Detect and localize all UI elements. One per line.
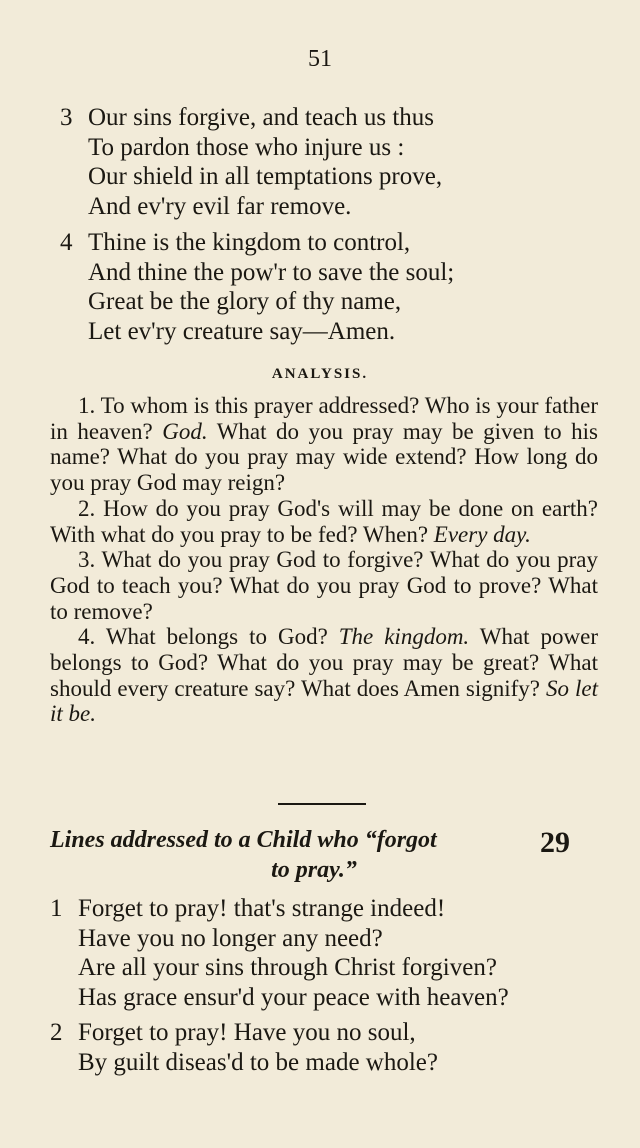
stanza-4 [60,228,620,346]
hymn-title [50,825,598,885]
verse-line: And thine the pow'r to save the soul; [88,258,455,286]
question-text: What do you pray God to forgive? What do you pray God to teach you? What do you pray God to prove? What to remove? [50,547,598,624]
question-text: What belongs to God? [105,624,339,650]
verse-number: 1 [50,895,63,922]
question-number: 3. [78,547,96,573]
verse-line: By guilt diseas'd to be made whole? [78,1048,438,1076]
verse-line: Forget to pray! that's strange indeed! [78,895,446,922]
analysis-question-3 [50,547,598,624]
analysis-section [50,393,598,727]
hymn-number: 29 [540,826,570,859]
hymn-title-line-1: Lines addressed to a Child who “forgot [50,827,437,853]
stanza-number: 3 [60,104,73,131]
question-number: 2. [78,495,96,521]
question-text: How do you pray God's will may be done on earth? With what do you pray to be fed? When? [50,495,599,547]
verse-line: Let ev'ry creature say—Amen. [88,317,396,345]
answer-text: Every day. [433,521,531,547]
verse-line: Our shield in all temptations prove, [88,163,443,190]
hymn-verse-1 [50,894,610,1012]
stanza-number: 4 [60,229,73,256]
verse-line: Are all your sins through Christ forgiven? [78,954,497,981]
hymn-title-line-2: to pray.” [271,857,357,883]
section-divider [278,803,366,805]
analysis-question-1 [50,393,598,496]
verse-line: Have you no longer any need? [78,924,383,952]
verse-line: Has grace ensur'd your peace with heaven? [78,983,509,1011]
question-text: To whom is this prayer addressed? Who is your father in heaven? [50,393,598,444]
verse-line: Great be the glory of thy name, [88,288,402,315]
stanza-3 [60,103,620,221]
question-text: What do you pray may be given to his name? What do you pray may wide extend? How long do you pray God may reign? [50,418,598,496]
answer-text: God. [162,418,208,444]
analysis-question-4 [50,624,598,727]
question-number: 1. [78,393,96,418]
page-number: 51 [308,46,332,72]
question-number: 4. [78,624,96,650]
verse-line: Thine is the kingdom to control, [88,229,411,256]
answer-text: The kingdom. [338,624,470,650]
hymn-verse-2 [50,1018,610,1077]
analysis-question-2 [50,496,598,547]
verse-line: And ev'ry evil far remove. [88,192,352,220]
verse-line: Our sins forgive, and teach us thus [88,104,435,131]
verse-line: Forget to pray! Have you no soul, [78,1019,416,1046]
answer-text: So let it be. [50,675,598,727]
verse-line: To pardon those who injure us : [88,133,405,161]
verse-number: 2 [50,1019,63,1046]
analysis-heading: ANALYSIS. [271,366,369,382]
question-text: What power belongs to God? What do you pray may be great? What should every creature say? What does Amen signify? [50,624,598,701]
